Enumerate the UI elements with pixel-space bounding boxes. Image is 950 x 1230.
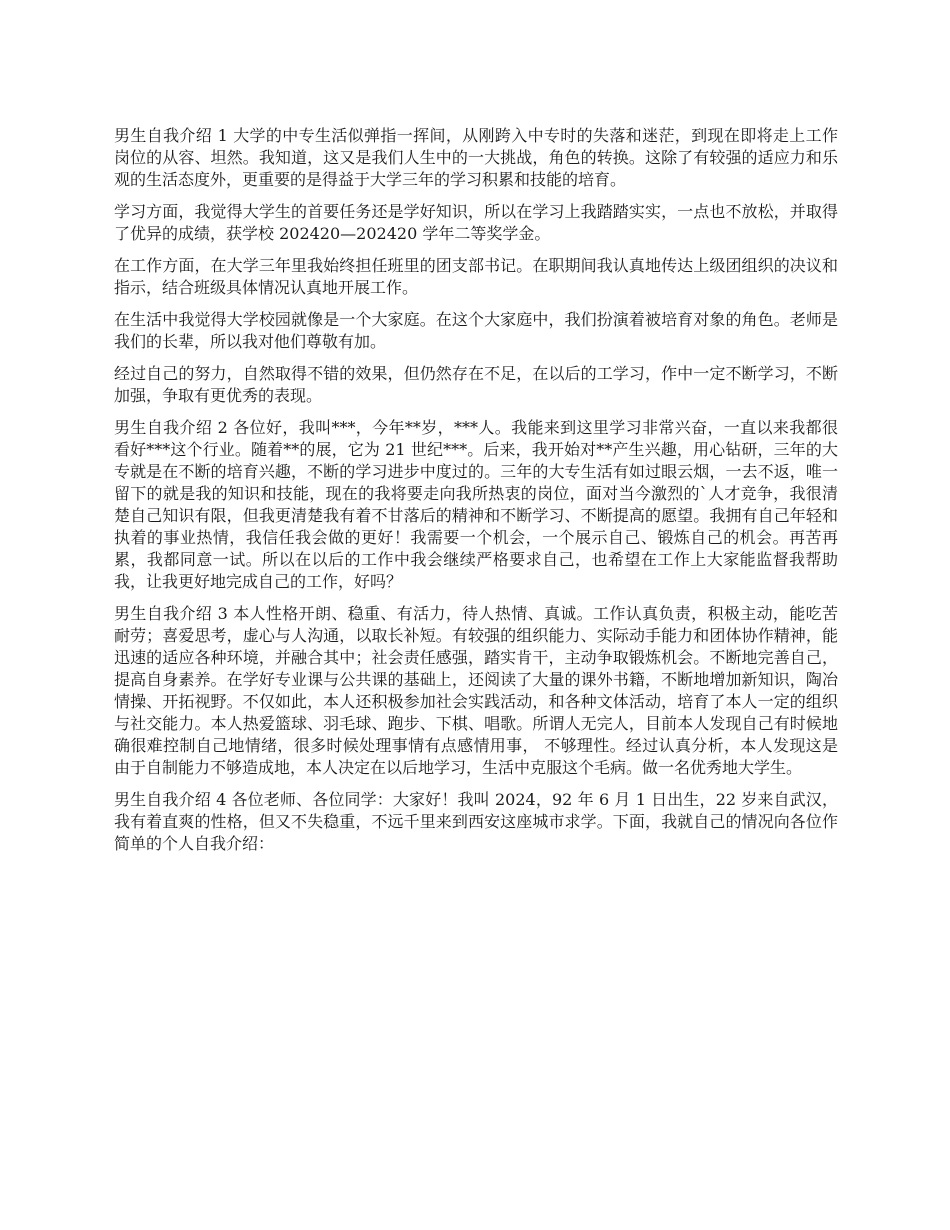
paragraph-intro-1: 男生自我介绍 1 大学的中专生活似弹指一挥间，从刚跨入中专时的失落和迷茫，到现在即将走上工作岗位的从容、坦然。我知道，这又是我们人生中的一大挑战，角色的转换。这除了有较强的适应力和乐观的生活态度外，更重要的是得益于大学三年的学习积累和技能的培育。: [114, 126, 838, 189]
paragraph-intro-3: 男生自我介绍 3 本人性格开朗、稳重、有活力，待人热情、真诚。工作认真负责，积极主动，能吃苦耐劳；喜爱思考，虚心与人沟通，以取长补短。有较强的组织能力、实际动手能力和团体协作精神，能迅速的适应各种环境，并融合其中；社会责任感强，踏实肯干，主动争取锻炼机会。不断地完善自己，提高自身素养。在学好专业课与公共课的基础上，还阅读了大量的课外书籍，不断地增加新知识，陶冶情操、开拓视野。不仅如此，本人还积极参加社会实践活动，和各种文体活动，培育了本人一定的组织与社交能力。本人热爱篮球、羽毛球、跑步、下棋、唱歌。所谓人无完人，目前本人发现自己有时候地确很难控制自己地情绪，很多时候处理事情有点感情用事， 不够理性。经过认真分析，本人发现这是由于自制能力不够造成地，本人决定在以后地学习，生活中克服这个毛病。做一名优秀地大学生。: [114, 604, 838, 777]
paragraph-intro-4: 男生自我介绍 4 各位老师、各位同学：大家好！我叫 2024，92 年 6 月 1 日出生，22 岁来自武汉，我有着直爽的性格，但又不失稳重，不远千里来到西安这座城市求学。下面，我就自己的情况向各位作简单的个人自我介绍：: [114, 790, 838, 853]
paragraph-work: 在工作方面，在大学三年里我始终担任班里的团支部书记。在职期间我认真地传达上级团组织的决议和指示，结合班级具体情况认真地开展工作。: [114, 256, 838, 297]
paragraph-intro-2: 男生自我介绍 2 各位好，我叫***，今年**岁，***人。我能来到这里学习非常兴奋，一直以来我都很看好***这个行业。随着**的展，它为 21 世纪***。后来，我开始对**产生兴趣，用心钻研，三年的大专就是在不断的培育兴趣，不断的学习进步中度过的。三年的大专生活有如过眼云烟，一去不返，唯一留下的就是我的知识和技能，现在的我将要走向我所热衷的岗位，面对当今激烈的`人才竞争，我很清楚自己知识有限，但我更清楚我有着不甘落后的精神和不断学习、不断提高的愿望。我拥有自己年轻和执着的事业热情，我信任我会做的更好！我需要一个机会，一个展示自己、锻炼自己的机会。再苦再累，我都同意一试。所以在以后的工作中我会继续严格要求自己，也希望在工作上大家能监督我帮助我，让我更好地完成自己的工作，好吗？: [114, 418, 838, 591]
paragraph-study: 学习方面，我觉得大学生的首要任务还是学好知识，所以在学习上我踏踏实实，一点也不放松，并取得了优异的成绩，获学校 202420—202420 学年二等奖学金。: [114, 202, 838, 243]
paragraph-life: 在生活中我觉得大学校园就像是一个大家庭。在这个大家庭中，我们扮演着被培育对象的角色。老师是我们的长辈，所以我对他们尊敬有加。: [114, 310, 838, 351]
paragraph-effort: 经过自己的努力，自然取得不错的效果，但仍然存在不足，在以后的工学习，作中一定不断学习，不断加强，争取有更优秀的表现。: [114, 364, 838, 405]
document-body: [114, 125, 838, 865]
